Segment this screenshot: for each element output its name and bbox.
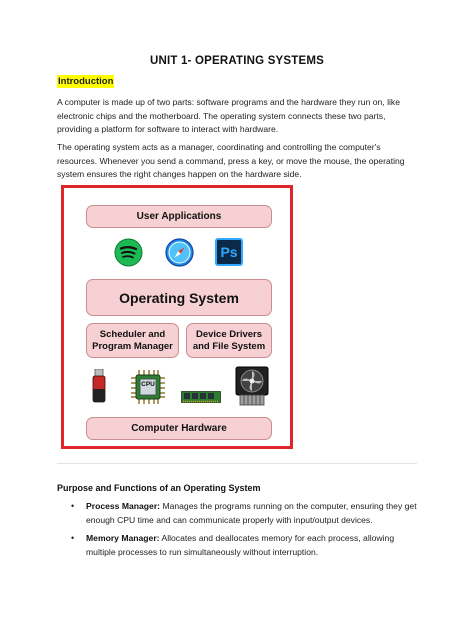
ram-module-icon: [181, 391, 221, 403]
photoshop-icon: [215, 238, 243, 266]
list-item-term: Process Manager:: [86, 501, 161, 511]
list-item: [57, 500, 419, 527]
list-item-text: Allocates and deallocates memory for each process, allowing multiple processes to run simultaneously without interruption.: [86, 533, 395, 557]
list-item: [57, 532, 419, 559]
section-divider: [57, 463, 417, 464]
intro-paragraph-2: The operating system acts as a manager, coordinating and controlling the computer's resources. Whenever you send a command, press a key, or move the mouse, the operating system ensures the right changes happen on the hardware side.: [57, 142, 405, 179]
device-drivers-file-system-box: Device Drivers and File System: [186, 323, 272, 358]
cooling-fan-icon: [235, 366, 269, 406]
functions-list: [57, 500, 419, 564]
bullet-icon: •: [71, 501, 75, 511]
intro-heading: Introduction: [58, 76, 114, 87]
operating-system-layer: Operating System: [86, 279, 272, 316]
section-heading: Purpose and Functions of an Operating System: [57, 483, 261, 493]
photoshop-label: Ps: [220, 244, 238, 260]
user-applications-layer: User Applications: [86, 205, 272, 228]
scheduler-program-manager-box: Scheduler and Program Manager: [86, 323, 179, 358]
bullet-icon: •: [71, 533, 75, 543]
spotify-icon: [114, 238, 143, 267]
list-item-term: Memory Manager:: [86, 533, 160, 543]
list-item-text: Manages the programs running on the computer, ensuring they get enough CPU time and can communicate properly with input/output devices.: [86, 501, 417, 525]
intro-paragraph-1: A computer is made up of two parts: software programs and the hardware they run on, like electronic chips and the motherboard. The operating system connects these two parts, providing a platform for software to interact with hardware.: [57, 97, 400, 134]
safari-icon: [165, 238, 194, 267]
usb-drive-icon: [91, 369, 107, 403]
computer-hardware-layer: Computer Hardware: [86, 417, 272, 440]
cpu-label: CPU: [141, 381, 155, 388]
page-title: UNIT 1- OPERATING SYSTEMS: [149, 55, 325, 67]
os-layers-diagram: [61, 185, 293, 449]
